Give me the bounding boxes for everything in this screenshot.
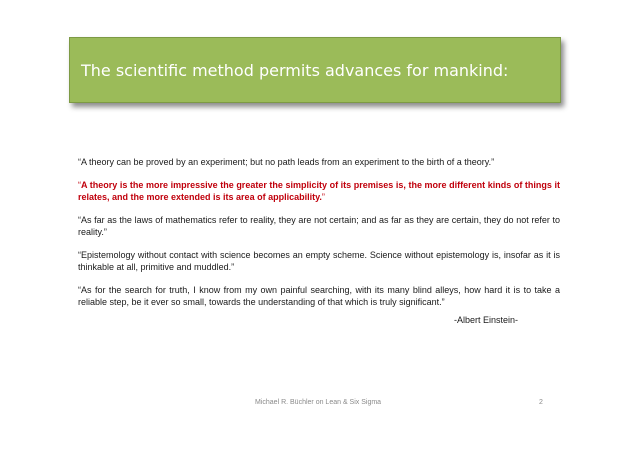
title-box (69, 37, 561, 103)
quote-author: -Albert Einstein- (453, 315, 518, 325)
quote-2-open-mark: “ (78, 180, 81, 190)
quote-2-highlighted (78, 179, 560, 203)
quote-2-close-mark: ” (321, 192, 325, 202)
page-number: 2 (539, 399, 543, 406)
quote-1: “A theory can be proved by an experiment; but no path leads from an experiment to the birth of a theory.” (78, 157, 495, 167)
footer-text: Michael R. Büchler on Lean & Six Sigma (255, 399, 382, 406)
quote-4: “Epistemology without contact with science becomes an empty scheme. Science without epistemology is, insofar as it is thinkable at all, primitive and muddled.” (78, 250, 560, 272)
quote-2-text: A theory is the more impressive the greater the simplicity of its premises is, the more different kinds of things it relates, and the more extended is its area of applicability. (78, 180, 560, 202)
quote-3: “As far as the laws of mathematics refer to reality, they are not certain; and as far as they are certain, they do not refer to reality.” (78, 215, 560, 237)
quote-5: “As for the search for truth, I know from my own painful searching, with its many blind alleys, how hard it is to take a reliable step, be it ever so small, towards the understanding of that which is truly significant.” (78, 285, 560, 307)
quotes-section (78, 156, 560, 326)
slide-title: The scientific method permits advances for mankind: (81, 60, 509, 80)
